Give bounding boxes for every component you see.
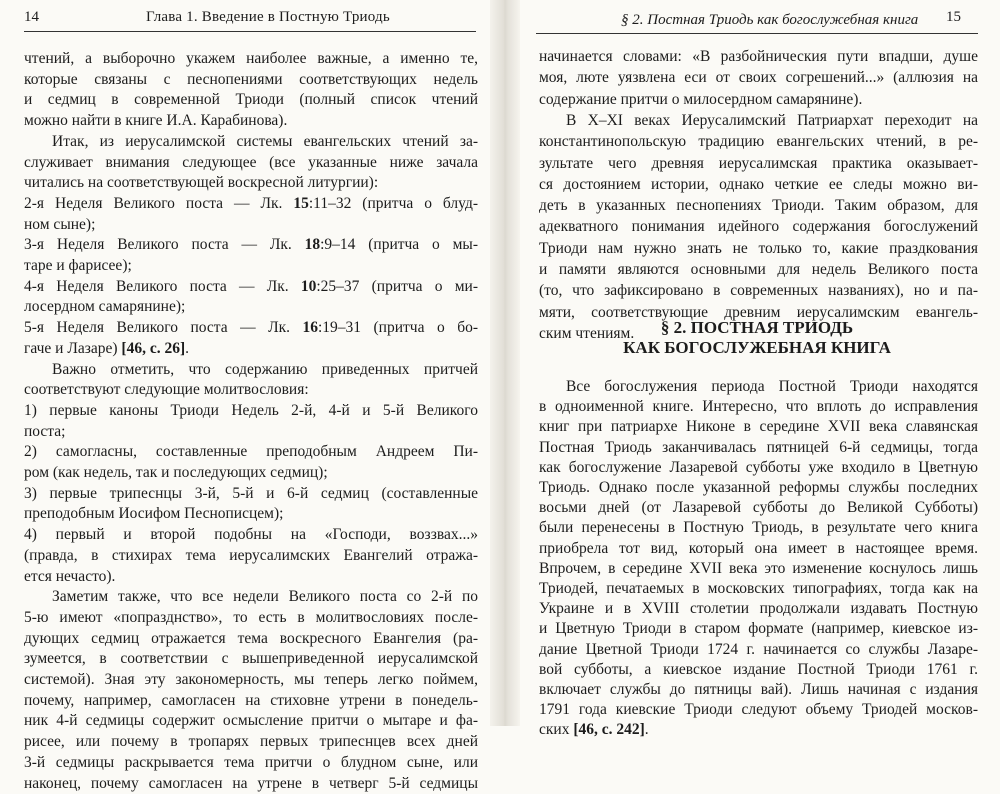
text-line <box>539 498 978 518</box>
text-run: и Цветную Триоди в старом формате (например, киевское из- <box>539 620 978 638</box>
text-line <box>24 422 65 442</box>
text-run: 2) самогласны, составленные преподобным Андреем Пи- <box>24 443 478 461</box>
text-line <box>24 463 328 483</box>
left-header-rule <box>24 31 476 32</box>
text-line <box>24 256 132 276</box>
text-run: :19–31 (притча о бо- <box>317 319 478 337</box>
text-line <box>24 401 478 421</box>
text-run: начинается словами: «В разбойническия пути впадши, душе <box>539 48 978 65</box>
text-run: почему, например, самогласен на стиховне утрени в понедель- <box>24 691 478 709</box>
text-run: (то, что зафиксировано в современных названиях), но и па- <box>539 282 978 300</box>
text-run: в одноименной книге. Интересно, что вплоть до исправления <box>539 398 978 416</box>
text-run: лосердном самарянине); <box>24 298 186 316</box>
text-run: восьми дней (от Лазаревой субботы до Великой Субботы) <box>539 499 978 517</box>
text-line <box>539 518 978 538</box>
text-run: рисее, или почему в тропарях первых трипеснцев всех дней <box>24 733 478 751</box>
text-line <box>539 559 978 579</box>
text-run: читались на соответствующей воскресной литургии): <box>24 174 379 192</box>
text-run: дание Цветной Триоди 1724 г. начинается со службы Лазаре- <box>539 640 978 658</box>
text-run: ется нечасто). <box>24 567 116 585</box>
text-line <box>52 132 478 152</box>
text-run: Важно отметить, что содержанию приведенных притчей <box>52 360 478 378</box>
text-run: 5-ю имеют «попразднство», то есть в молитвословиях после- <box>24 608 478 626</box>
text-line <box>24 442 478 462</box>
text-line <box>539 281 978 301</box>
text-line <box>539 196 978 216</box>
text-run: ном сыне); <box>24 215 96 233</box>
text-line <box>24 111 287 131</box>
text-line <box>24 318 478 338</box>
text-line <box>539 539 978 559</box>
text-run: 1) первые каноны Триоди Недель 2-й, 4-й и 5-й Великого <box>24 401 478 419</box>
text-run: . <box>185 339 189 357</box>
text-line <box>539 599 978 619</box>
text-run: ским чтениям. <box>539 324 635 342</box>
text-run: Постная Триодь заканчивалась пятницей 6-й седмицы, тогда <box>539 438 978 456</box>
text-run: зультате чего древняя иерусалимская практика оказывает- <box>539 154 978 172</box>
text-line <box>539 438 978 458</box>
text-run: 5-я Неделя Великого поста — Лк. <box>24 319 303 337</box>
text-line <box>539 260 978 280</box>
text-line <box>566 377 978 397</box>
text-line <box>539 680 978 700</box>
text-line <box>539 90 862 110</box>
text-run: :25–37 (притча о ми- <box>316 277 478 295</box>
text-run: можно найти в книге И.А. Карабинова). <box>24 112 288 130</box>
text-line <box>24 339 189 359</box>
text-run: соответствуют следующие молитвословия: <box>24 381 309 399</box>
text-run: как богослужение Лазаревой субботы уже входило в Цветную <box>539 458 978 476</box>
text-line <box>539 619 978 639</box>
text-run: книг при патриархе Никоне в середине XVII века славянская <box>539 418 978 436</box>
text-run: были перенесены в Постную Триодь, в результате чего книга <box>539 519 978 537</box>
text-line <box>24 153 478 173</box>
text-run: и седмиц в современной Триоди (полный список чтений <box>24 91 478 109</box>
text-line <box>539 660 978 680</box>
text-run: моя, люте уязвлена еси от своих согрешений...» (аллюзия на <box>539 69 978 87</box>
text-run: и памяти являются основными для недель Великого поста <box>539 261 978 278</box>
bold-reference: 10 <box>300 277 317 295</box>
text-run: Все богослужения периода Постной Триоди находятся <box>566 378 978 395</box>
text-run: 4-я Неделя Великого поста — Лк. <box>24 277 301 295</box>
section-heading-line-2: КАК БОГОСЛУЖЕБНАЯ КНИГА <box>623 338 891 357</box>
text-line <box>539 458 978 478</box>
text-line <box>24 215 95 235</box>
text-line <box>24 504 283 524</box>
bold-reference: 18 <box>304 236 321 254</box>
right-page-number: 15 <box>946 9 961 25</box>
text-line <box>52 587 478 607</box>
text-line <box>24 670 478 690</box>
text-line <box>24 753 478 773</box>
left-page <box>0 0 492 792</box>
text-run: Впрочем, в середине XVII века это изменение коснулось лишь <box>539 559 978 577</box>
text-run: наконец, почему самогласен на утрене в четверг 5-й седмицы <box>24 774 478 792</box>
text-line <box>24 277 478 297</box>
text-run: Заметим также, что все недели Великого поста со 2-й по <box>52 588 478 606</box>
text-line <box>24 380 309 400</box>
left-page-number: 14 <box>24 9 39 25</box>
text-line <box>539 397 978 417</box>
text-line <box>539 154 978 174</box>
text-run: которые связаны с песнопениями соответствующих недель <box>24 70 478 88</box>
text-line <box>24 235 478 255</box>
text-run: ских <box>539 721 574 739</box>
text-line <box>24 774 478 794</box>
bold-reference: [46, с. 26] <box>121 339 186 357</box>
text-run: 3) первые трипеснцы 3-й, 5-й и 6-й седмиц (составленные <box>24 484 478 502</box>
text-run: ся достоянием истории, однако четкие ее следы можно ви- <box>539 175 978 193</box>
text-run: 1791 года киевские Триоди следуют объему Триодей москов- <box>539 701 978 719</box>
text-run: ник 4-й седмицы содержит осмысление притчи о мытаре и фа- <box>24 712 478 730</box>
text-line <box>539 47 978 67</box>
text-run: Триодей, печатаемых в московских типографиях, тогда как на <box>539 580 978 597</box>
text-run: Триоди нам нужно знать не только то, какие праздкования <box>539 239 978 257</box>
text-run: В X–XI веках Иерусалимский Патриархат переходит на <box>566 111 978 129</box>
text-line <box>24 49 478 69</box>
text-run: поста; <box>24 422 66 440</box>
text-run: включает службы до пятницы вай). Лишь начиная с издания <box>539 681 978 698</box>
text-line <box>539 700 978 720</box>
text-run: таре и фарисее); <box>24 257 132 274</box>
text-run: :11–32 (притча о блуд- <box>308 194 478 212</box>
text-line <box>539 132 978 152</box>
bold-reference: 15 <box>293 194 309 212</box>
right-page <box>518 0 1000 739</box>
bold-reference: [46, с. 242] <box>573 721 645 739</box>
text-run: адекватного понимания идейного содержания богослужений <box>539 218 978 236</box>
text-run: чтений, а выборочно укажем наиболее важные, а именно те, <box>24 50 478 67</box>
right-header-rule <box>536 33 978 34</box>
bold-reference: 16 <box>302 319 318 337</box>
text-run: Триодь. Однако после указанной реформы службы последних <box>539 479 978 496</box>
text-run: ром (как недель, так и последующих седмиц); <box>24 464 328 481</box>
text-line <box>24 567 115 587</box>
text-run: гаче и Лазаре) <box>24 339 122 357</box>
text-line <box>539 68 978 88</box>
text-run: . <box>644 721 649 739</box>
text-line <box>24 649 478 669</box>
text-line <box>539 640 978 660</box>
book-gutter <box>490 0 520 726</box>
text-line <box>539 579 978 599</box>
text-run: приобрела тот вид, который она имеет в настоящее время. <box>539 539 978 557</box>
text-line <box>539 417 978 437</box>
text-line <box>539 239 978 259</box>
text-run: 2-я Неделя Великого поста — Лк. <box>24 194 294 212</box>
text-run: содержание притчи о милосердном самарянине). <box>539 90 863 108</box>
text-run: константинопольскую традицию евангельских чтений, в ре- <box>539 133 978 151</box>
text-line <box>52 360 478 380</box>
text-line <box>24 70 478 90</box>
text-run: деть в указанных песнопениях Триоди. Таким образом, для <box>539 197 978 215</box>
text-line <box>24 732 478 752</box>
text-run: вой субботы, а киевское издание Постной Триоди 1761 г. <box>539 660 978 678</box>
text-line <box>24 629 478 649</box>
text-line <box>24 194 478 214</box>
text-line <box>24 711 478 731</box>
text-line <box>24 691 478 711</box>
text-run: служивает внимания следующее (все указанные ниже зачала <box>24 153 478 171</box>
text-line <box>24 297 185 317</box>
text-run: мяти, соответствующие древним иерусалимским евангель- <box>539 303 978 321</box>
text-line <box>24 173 378 193</box>
section-heading-line-1: § 2. ПОСТНАЯ ТРИОДЬ <box>660 318 854 337</box>
text-line <box>539 217 978 237</box>
text-line <box>539 175 978 195</box>
text-line <box>539 478 978 498</box>
right-running-head: § 2. Постная Триодь как богослужебная книга <box>621 12 919 28</box>
text-run: преподобным Иосифом Песнописцем); <box>24 505 284 523</box>
text-run: Украине и в XVIII столетии продолжали издавать Постную <box>539 600 978 618</box>
text-run: 4) первый и второй подобны на «Господи, воззвах...» <box>24 526 478 544</box>
text-line <box>539 720 649 740</box>
text-line <box>566 111 978 131</box>
text-run: системой). Зная эту закономерность, мы теперь легко поймем, <box>24 671 478 688</box>
text-line <box>24 608 478 628</box>
text-run: 3-й седмицы раскрывается тема притчи о блудном сыне, или <box>24 753 478 771</box>
text-run: :9–14 (притча о мы- <box>320 236 478 254</box>
text-run: зумеется, в соответствии с вышеприведенной иерусалимской <box>24 650 478 668</box>
text-line <box>24 484 478 504</box>
text-run: 3-я Неделя Великого поста — Лк. <box>24 236 305 254</box>
text-run: Итак, из иерусалимской системы евангельских чтений за- <box>52 132 478 150</box>
text-line <box>24 546 478 566</box>
text-line <box>24 90 478 110</box>
text-run: дующих седмиц отражается тема воскресного Евангелия (ра- <box>24 629 478 647</box>
text-line <box>24 525 478 545</box>
left-running-head: Глава 1. Введение в Постную Триодь <box>146 9 390 25</box>
text-run: (правда, в стихирах тема иерусалимских Евангелий отража- <box>24 546 478 564</box>
